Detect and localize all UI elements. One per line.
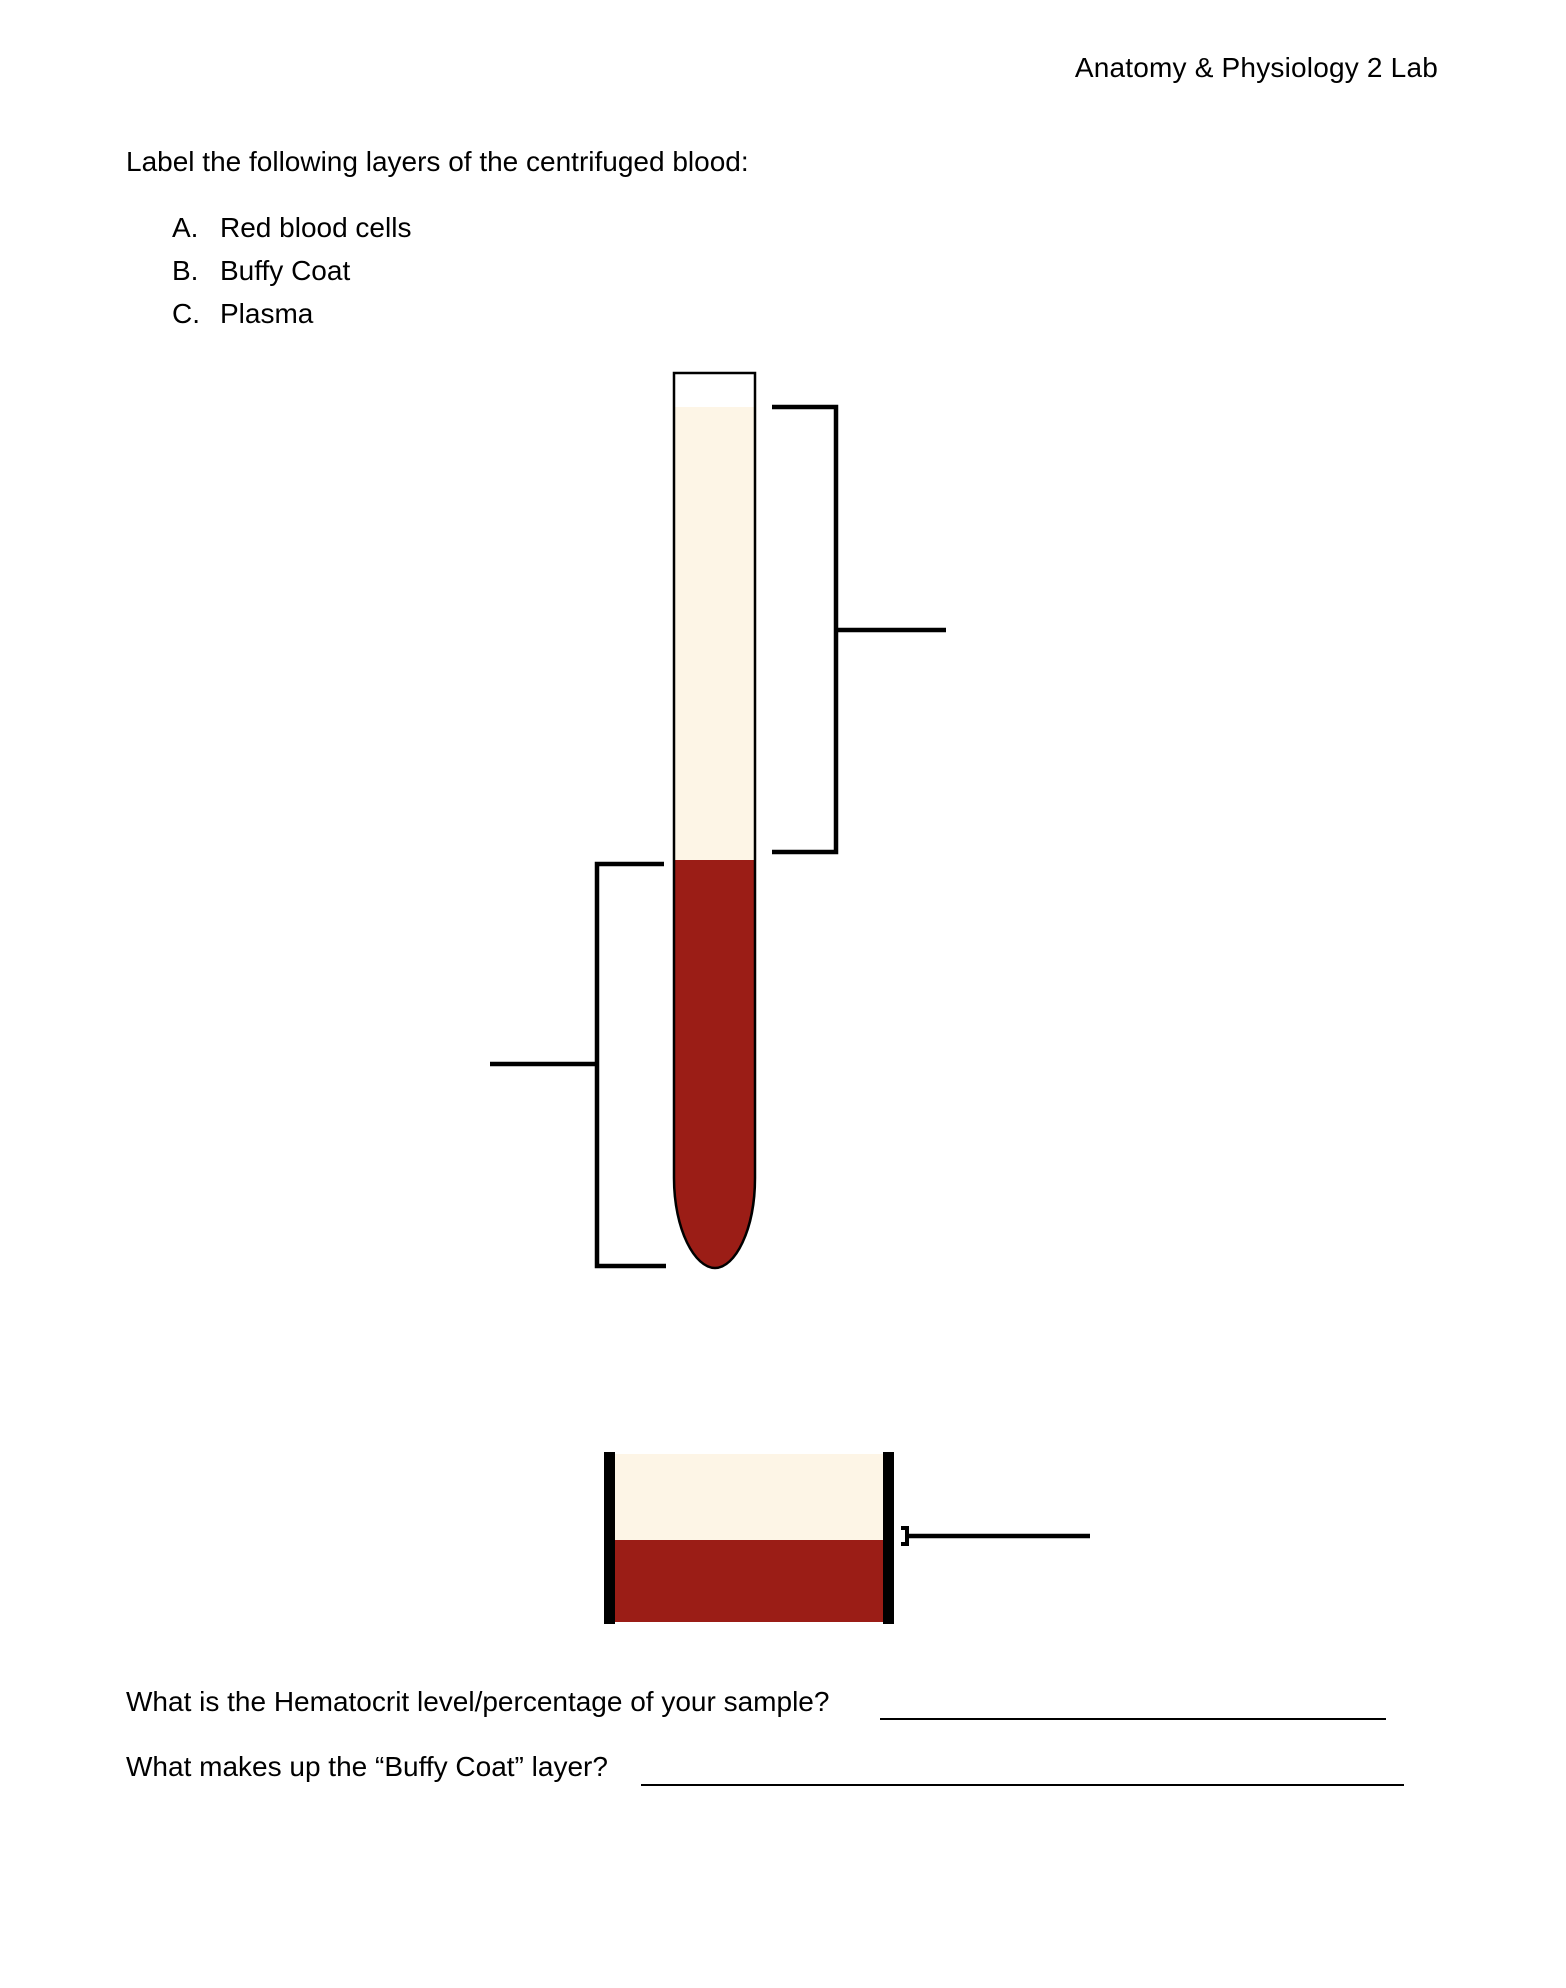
lower-layer-bracket <box>490 864 666 1266</box>
list-item-letter: A. <box>172 212 199 243</box>
list-item-label: Buffy Coat <box>220 255 351 286</box>
zoomed-section <box>604 1452 1090 1624</box>
hematocrit-answer-line[interactable] <box>880 1718 1386 1720</box>
red-blood-cell-layer <box>674 860 755 1268</box>
zoom-plasma-layer <box>610 1454 888 1540</box>
test-tube <box>674 373 755 1268</box>
buffy-coat-answer-line[interactable] <box>641 1784 1404 1786</box>
zoom-left-wall <box>604 1452 615 1624</box>
list-item-letter: B. <box>172 255 199 286</box>
list-item-label: Plasma <box>220 298 314 329</box>
buffy-coat-bracket <box>901 1528 1090 1544</box>
list-item-label: Red blood cells <box>220 212 412 243</box>
list-item-letter: C. <box>172 298 200 329</box>
page-header-title: Anatomy & Physiology 2 Lab <box>1074 52 1438 83</box>
buffy-coat-question: What makes up the “Buffy Coat” layer? <box>126 1751 608 1782</box>
zoom-red-blood-cell-layer <box>610 1540 888 1622</box>
hematocrit-question: What is the Hematocrit level/percentage of your sample? <box>126 1686 830 1717</box>
upper-layer-bracket <box>772 407 946 852</box>
plasma-layer <box>674 407 755 860</box>
instructions-text: Label the following layers of the centrifuged blood: <box>126 146 749 177</box>
zoom-right-wall <box>883 1452 894 1624</box>
